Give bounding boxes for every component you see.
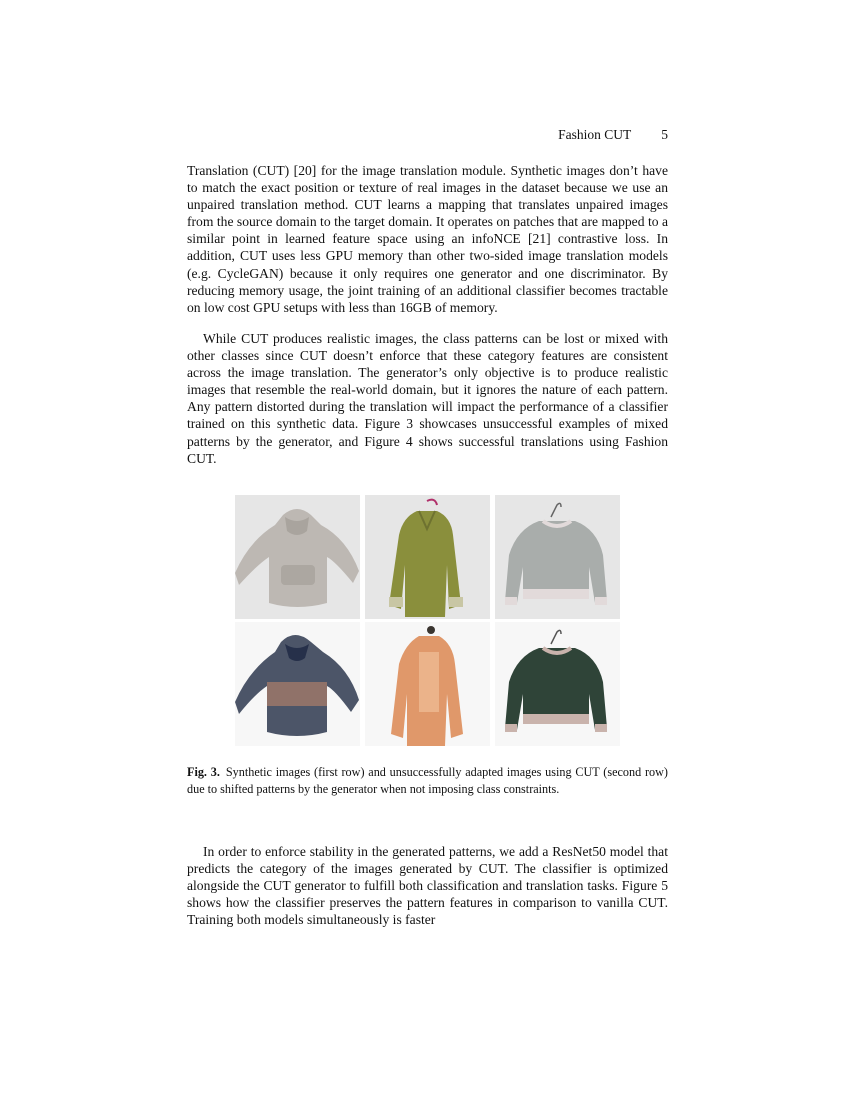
body-paragraph-3: In order to enforce stability in the generated patterns, we add a ResNet50 model that predicts the category of the images generated by CUT. The classifier is optimized alongside the CUT generator to fulfill both classification and translation tasks. Figure 5 shows how the classifier preserves the pattern features in comparison to vanilla CUT. Training both models simultaneously is faster	[187, 844, 668, 928]
page-number: 5	[661, 127, 668, 142]
adapted-shirt-dress-image	[365, 622, 490, 746]
synthetic-shirt-dress-image	[365, 495, 490, 619]
figure-label: Fig. 3.	[187, 765, 220, 779]
synthetic-hoodie-image	[235, 495, 360, 619]
figure-caption-text: Synthetic images (first row) and unsuccessfully adapted images using CUT (second row) due to shifted patterns by the generator when not imposing class constraints.	[187, 765, 668, 796]
adapted-hoodie-image	[235, 622, 360, 746]
figure-3-caption	[187, 764, 668, 798]
figure-3-image-grid	[235, 495, 619, 746]
adapted-sweater-image	[495, 622, 620, 746]
running-head	[187, 127, 668, 143]
running-title: Fashion CUT	[558, 127, 632, 142]
body-paragraph-1: Translation (CUT) [20] for the image translation module. Synthetic images don’t have to match the exact position or texture of real images in the dataset because we use an unpaired translation method. CUT learns a mapping that translates unpaired images from the source domain to the target domain. It operates on patches that are mapped to a similar point in learned feature space using an infoNCE [21] contrastive loss. In addition, CUT uses less GPU memory than other two-sided image translation models (e.g. CycleGAN) because it only requires one generator and one discriminator. By reducing memory usage, the joint training of an additional classifier becomes tractable on low cost GPU setups with less than 16GB of memory.	[187, 163, 668, 315]
synthetic-sweater-image	[495, 495, 620, 619]
body-paragraph-2: While CUT produces realistic images, the class patterns can be lost or mixed with other classes since CUT doesn’t enforce that these category features are consistent across the image translation. The generator’s only objective is to produce realistic images that resemble the real-world domain, but it ignores the nature of each pattern. Any pattern distorted during the translation will impact the performance of a classifier trained on this synthetic data. Figure 3 showcases unsuccessful examples of mixed patterns by the generator, and Figure 4 shows successful translations using Fashion CUT.	[187, 331, 668, 466]
